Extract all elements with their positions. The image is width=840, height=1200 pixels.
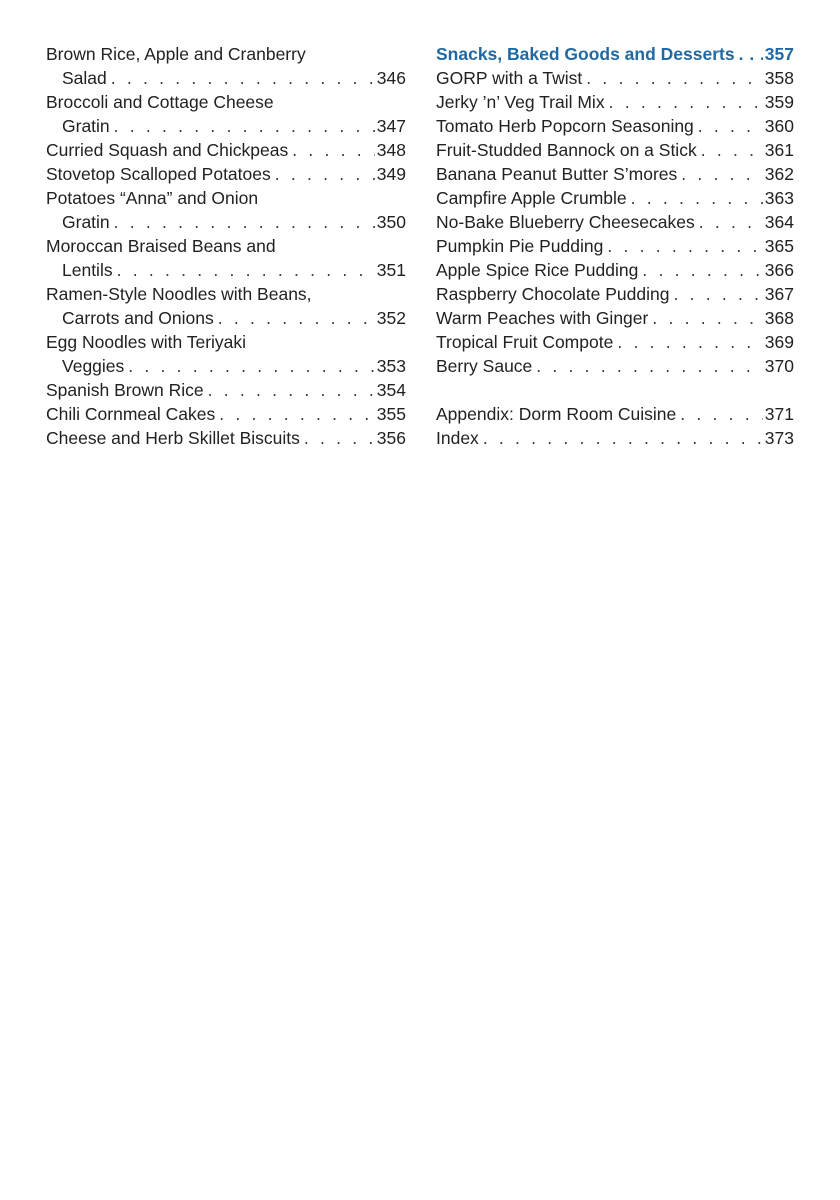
page-number: 359 [764,92,794,112]
dot-leader [114,210,375,234]
toc-entry-text: Potatoes “Anna” and Onion [46,188,259,208]
toc-entry-text: Egg Noodles with Teriyaki [46,332,247,352]
toc-entry-text: Cheese and Herb Skillet Biscuits [46,428,300,448]
page-number: 364 [764,212,794,232]
dot-leader [304,426,375,450]
dot-leader [586,66,763,90]
toc-entry[interactable] [46,210,406,234]
toc-entry-text: Appendix: Dorm Room Cuisine [436,404,677,424]
page-number: 366 [764,260,794,280]
dot-leader [208,378,375,402]
dot-leader [128,354,375,378]
page-number: 348 [376,140,406,160]
page-number: 349 [376,164,406,184]
toc-entry-text: Warm Peaches with Ginger [436,308,649,328]
page-number: 350 [376,212,406,232]
page-number: 361 [764,140,794,160]
toc-entry-text: Raspberry Chocolate Pudding [436,284,670,304]
toc-entry-title [46,186,406,210]
dot-leader [275,162,375,186]
dot-leader [680,402,763,426]
toc-entry-index[interactable] [436,426,794,450]
dot-leader [483,426,763,450]
dot-leader [673,282,762,306]
toc-entry[interactable] [436,282,794,306]
dot-leader [117,258,375,282]
dot-leader [609,90,763,114]
toc-entry[interactable] [46,306,406,330]
toc-entry[interactable] [436,162,794,186]
page-number: 370 [764,356,794,376]
toc-entry-title [46,42,406,66]
page-number: 346 [376,68,406,88]
page-number: 369 [764,332,794,352]
dot-leader [607,234,762,258]
toc-entry[interactable] [436,66,794,90]
page-number: 367 [764,284,794,304]
toc-entry-text: Brown Rice, Apple and Cranberry [46,44,306,64]
toc-entry-text: Gratin [62,212,110,232]
page-number: 351 [376,260,406,280]
toc-entry-text: Apple Spice Rice Pudding [436,260,639,280]
toc-left-column [46,42,406,450]
toc-entry[interactable] [46,426,406,450]
toc-entry[interactable] [46,162,406,186]
dot-leader [642,258,762,282]
toc-entry[interactable] [436,258,794,282]
toc-entry[interactable] [46,378,406,402]
toc-entry[interactable] [436,330,794,354]
section-heading-text: Snacks, Baked Goods and Desserts [436,44,735,64]
toc-entry-text: Ramen-Style Noodles with Beans, [46,284,312,304]
toc-entry-title [46,282,406,306]
toc-entry-text: Campfire Apple Crumble [436,188,627,208]
toc-entry-text: Banana Peanut Butter S’mores [436,164,678,184]
page-number: 365 [764,236,794,256]
toc-entry[interactable] [436,210,794,234]
toc-right-column [436,42,794,450]
dot-leader [536,354,763,378]
dot-leader [652,306,762,330]
toc-entry[interactable] [436,354,794,378]
toc-entry-text: Curried Squash and Chickpeas [46,140,289,160]
dot-leader [114,114,375,138]
toc-entry-text: Carrots and Onions [62,308,214,328]
dot-leader [701,138,763,162]
toc-entry-title [46,90,406,114]
dot-leader [292,138,375,162]
toc-entry[interactable] [46,402,406,426]
dot-leader [739,42,763,66]
page-number: 371 [764,404,794,424]
page-number: 355 [376,404,406,424]
toc-entry-text: Fruit-Studded Bannock on a Stick [436,140,697,160]
toc-entry-text: Index [436,428,479,448]
page-number: 362 [764,164,794,184]
toc-entry[interactable] [46,258,406,282]
toc-entry-appendix[interactable] [436,402,794,426]
page-number: 353 [376,356,406,376]
toc-entry-text: Stovetop Scalloped Potatoes [46,164,271,184]
toc-entry-text: Berry Sauce [436,356,533,376]
toc-entry-title [46,234,406,258]
toc-entry[interactable] [436,114,794,138]
toc-entry-text: Spanish Brown Rice [46,380,204,400]
dot-leader [219,402,375,426]
toc-entry-text: Lentils [62,260,113,280]
page-number: 368 [764,308,794,328]
page-number: 352 [376,308,406,328]
toc-entry-text: No-Bake Blueberry Cheesecakes [436,212,695,232]
page-number: 373 [764,428,794,448]
page-number: 347 [376,116,406,136]
toc-entry-text: GORP with a Twist [436,68,583,88]
page-number: 360 [764,116,794,136]
toc-entry[interactable] [436,138,794,162]
page-number: 354 [376,380,406,400]
toc-entry-text: Jerky ’n’ Veg Trail Mix [436,92,605,112]
dot-leader [617,330,762,354]
toc-entry[interactable] [46,354,406,378]
dot-leader [698,114,763,138]
toc-entry-text: Broccoli and Cottage Cheese [46,92,274,112]
dot-leader [699,210,763,234]
page-number: 363 [764,188,794,208]
toc-entry-text: Tropical Fruit Compote [436,332,614,352]
page-number: 358 [764,68,794,88]
toc-entry[interactable] [46,66,406,90]
toc-entry-text: Gratin [62,116,110,136]
page-number: 356 [376,428,406,448]
toc-entry-text: Moroccan Braised Beans and [46,236,276,256]
dot-leader [111,66,375,90]
toc-entry-title [46,330,406,354]
toc-entry[interactable] [436,306,794,330]
toc-entry[interactable] [436,186,794,210]
toc-section-heading[interactable] [436,42,794,66]
dot-leader [218,306,375,330]
toc-entry[interactable] [436,234,794,258]
toc-entry-text: Salad [62,68,107,88]
toc-entry-text: Chili Cornmeal Cakes [46,404,216,424]
section-spacer [436,378,794,402]
toc-entry-text: Veggies [62,356,125,376]
toc-entry-text: Pumpkin Pie Pudding [436,236,604,256]
dot-leader [631,186,763,210]
toc-entry[interactable] [436,90,794,114]
toc-entry[interactable] [46,114,406,138]
page-number: 357 [764,44,794,64]
toc-entry[interactable] [46,138,406,162]
dot-leader [681,162,763,186]
toc-entry-text: Tomato Herb Popcorn Seasoning [436,116,694,136]
